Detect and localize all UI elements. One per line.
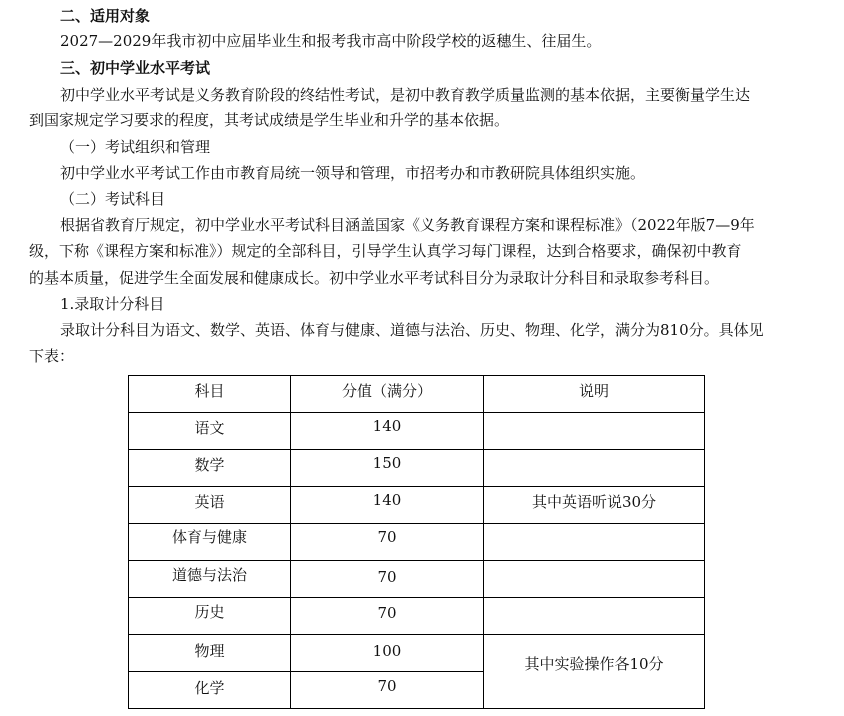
score-value: 150 bbox=[372, 454, 402, 472]
scored-subjects-paragraph-line-2: 下表： bbox=[29, 347, 75, 365]
note-cell-english bbox=[484, 487, 705, 524]
table-row bbox=[129, 524, 705, 561]
note-cell bbox=[484, 450, 705, 487]
score-cell bbox=[291, 635, 484, 672]
subject-cell bbox=[129, 450, 291, 487]
note-lab-operation: 其中实验操作各10分 bbox=[524, 655, 664, 673]
score-cell bbox=[291, 413, 484, 450]
subject-label: 道德与法治 bbox=[171, 566, 247, 584]
subjects-paragraph-line-3: 的基本质量，促进学生全面发展和健康成长。初中学业水平考试科目分为录取计分科目和录取参考科目。 bbox=[29, 269, 720, 287]
subject-cell bbox=[129, 413, 291, 450]
table-row bbox=[129, 561, 705, 598]
subjects-paragraph-line-1: 根据省教育厅规定，初中学业水平考试科目涵盖国家《义务教育课程方案和课程标准》（2022年版7—9年 bbox=[60, 216, 755, 234]
organization-paragraph: 初中学业水平考试工作由市教育局统一领导和管理，市招考办和市教研院具体组织实施。 bbox=[60, 164, 646, 182]
score-value: 140 bbox=[372, 417, 402, 435]
subject-label: 体育与健康 bbox=[171, 528, 247, 546]
subject-cell bbox=[129, 524, 291, 561]
subject-label: 语文 bbox=[194, 419, 225, 437]
subject-cell bbox=[129, 561, 291, 598]
table-row bbox=[129, 598, 705, 635]
score-cell bbox=[291, 450, 484, 487]
note-english-listening: 其中英语听说30分 bbox=[531, 493, 657, 511]
section-heading-exam: 三、初中学业水平考试 bbox=[60, 59, 211, 77]
score-cell bbox=[291, 598, 484, 635]
score-cell bbox=[291, 561, 484, 598]
note-cell bbox=[484, 413, 705, 450]
score-cell bbox=[291, 672, 484, 709]
score-value: 70 bbox=[377, 604, 397, 622]
subject-cell bbox=[129, 635, 291, 672]
score-value: 70 bbox=[377, 528, 397, 546]
subheading-organization: （一）考试组织和管理 bbox=[60, 138, 211, 156]
score-value: 70 bbox=[377, 677, 397, 695]
item-heading-scored-subjects: 1.录取计分科目 bbox=[60, 295, 165, 313]
subject-cell bbox=[129, 487, 291, 524]
intro-paragraph-line-2: 到国家规定学习要求的程度，其考试成绩是学生毕业和升学的基本依据。 bbox=[29, 111, 510, 129]
subject-label: 数学 bbox=[194, 456, 225, 474]
subject-cell bbox=[129, 672, 291, 709]
scored-subjects-paragraph-line-1: 录取计分科目为语文、数学、英语、体育与健康、道德与法治、历史、物理、化学，满分为810分。具体见 bbox=[60, 321, 764, 339]
subject-label: 英语 bbox=[194, 493, 225, 511]
header-note bbox=[484, 376, 705, 413]
score-value: 140 bbox=[372, 491, 402, 509]
table-row bbox=[129, 450, 705, 487]
score-cell bbox=[291, 524, 484, 561]
subheading-subjects: （二）考试科目 bbox=[60, 190, 166, 208]
note-cell bbox=[484, 598, 705, 635]
header-score-label: 分值（满分） bbox=[341, 382, 432, 400]
table-header-row bbox=[129, 376, 705, 413]
section-heading-scope: 二、适用对象 bbox=[60, 7, 151, 25]
header-score bbox=[291, 376, 484, 413]
subject-label: 历史 bbox=[194, 603, 225, 621]
subject-label: 化学 bbox=[194, 679, 225, 697]
score-cell bbox=[291, 487, 484, 524]
table-row bbox=[129, 413, 705, 450]
score-value: 100 bbox=[372, 642, 402, 660]
score-value: 70 bbox=[377, 568, 397, 586]
table-row bbox=[129, 487, 705, 524]
header-subject bbox=[129, 376, 291, 413]
note-cell bbox=[484, 524, 705, 561]
subject-label: 物理 bbox=[194, 642, 225, 660]
subjects-paragraph-line-2: 级，下称《课程方案和标准》）规定的全部科目，引导学生认真学习每门课程，达到合格要求，确保初中教育 bbox=[29, 242, 742, 260]
subject-cell bbox=[129, 598, 291, 635]
table-row bbox=[129, 635, 705, 672]
intro-paragraph-line-1: 初中学业水平考试是义务教育阶段的终结性考试，是初中教育教学质量监测的基本依据，主要衡量学生达 bbox=[60, 86, 751, 104]
scope-paragraph: 2027—2029年我市初中应届毕业生和报考我市高中阶段学校的返穗生、往届生。 bbox=[60, 32, 602, 50]
score-table bbox=[128, 375, 705, 709]
header-note-label: 说明 bbox=[578, 382, 609, 400]
header-subject-label: 科目 bbox=[194, 382, 225, 400]
note-cell-lab bbox=[484, 635, 705, 709]
note-cell bbox=[484, 561, 705, 598]
